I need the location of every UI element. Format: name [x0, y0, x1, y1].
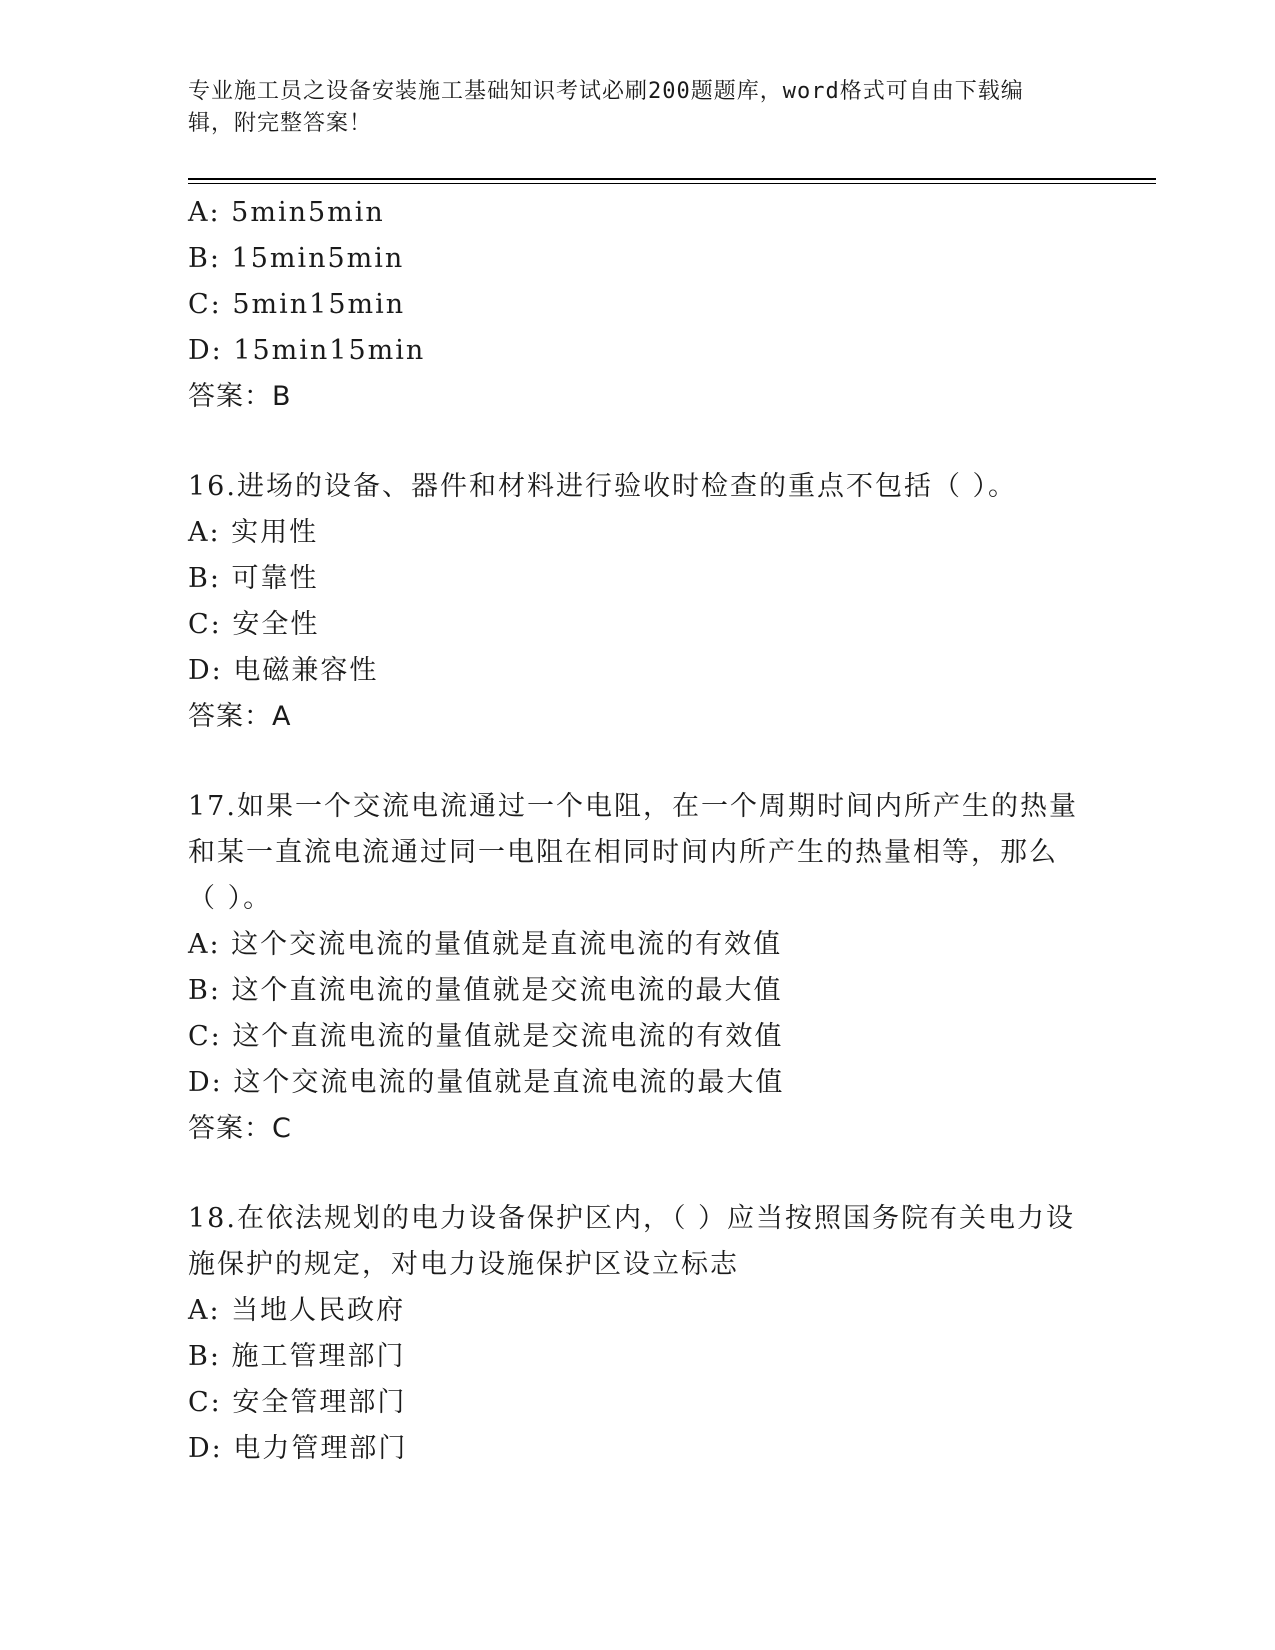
- option-d: D: 这个交流电流的量值就是直流电流的最大值: [188, 1067, 785, 1098]
- question-17: [188, 784, 1088, 1152]
- header-rule-thin: [188, 183, 1156, 184]
- option-b: B: 15min5min: [188, 243, 405, 274]
- answer: 答案：A: [188, 701, 292, 732]
- header-rule-thick: [188, 178, 1156, 180]
- question-text: 18.在依法规划的电力设备保护区内，（ ）应当按照国务院有关电力设施保护的规定，对电力设施保护区设立标志: [188, 1203, 1076, 1280]
- option-d: D: 电磁兼容性: [188, 655, 379, 686]
- option-c: C: 5min15min: [188, 289, 406, 320]
- option-d: D: 15min15min: [188, 335, 426, 366]
- option-b: B: 施工管理部门: [188, 1341, 406, 1372]
- question-16: [188, 464, 1088, 740]
- document-header: 专业施工员之设备安装施工基础知识考试必刷200题题库，word格式可自由下载编辑，附完整答案！: [188, 79, 1024, 136]
- question-18: [188, 1196, 1088, 1472]
- question-text: 17.如果一个交流电流通过一个电阻，在一个周期时间内所产生的热量和某一直流电流通过同一电阻在相同时间内所产生的热量相等，那么（ ）。: [188, 791, 1078, 914]
- option-a: A: 当地人民政府: [188, 1295, 406, 1326]
- option-c: C: 这个直流电流的量值就是交流电流的有效值: [188, 1021, 784, 1052]
- option-c: C: 安全管理部门: [188, 1387, 407, 1418]
- option-b: B: 这个直流电流的量值就是交流电流的最大值: [188, 975, 783, 1006]
- answer: 答案：B: [188, 381, 292, 412]
- option-a: A: 5min5min: [188, 197, 385, 228]
- option-d: D: 电力管理部门: [188, 1433, 408, 1464]
- option-a: A: 实用性: [188, 517, 319, 548]
- question-15: [188, 190, 1088, 420]
- answer: 答案：C: [188, 1113, 292, 1144]
- question-list: [188, 190, 1088, 1472]
- option-a: A: 这个交流电流的量值就是直流电流的有效值: [188, 929, 783, 960]
- option-b: B: 可靠性: [188, 563, 319, 594]
- option-c: C: 安全性: [188, 609, 320, 640]
- question-text: 16.进场的设备、器件和材料进行验收时检查的重点不包括（ ）。: [188, 471, 1018, 502]
